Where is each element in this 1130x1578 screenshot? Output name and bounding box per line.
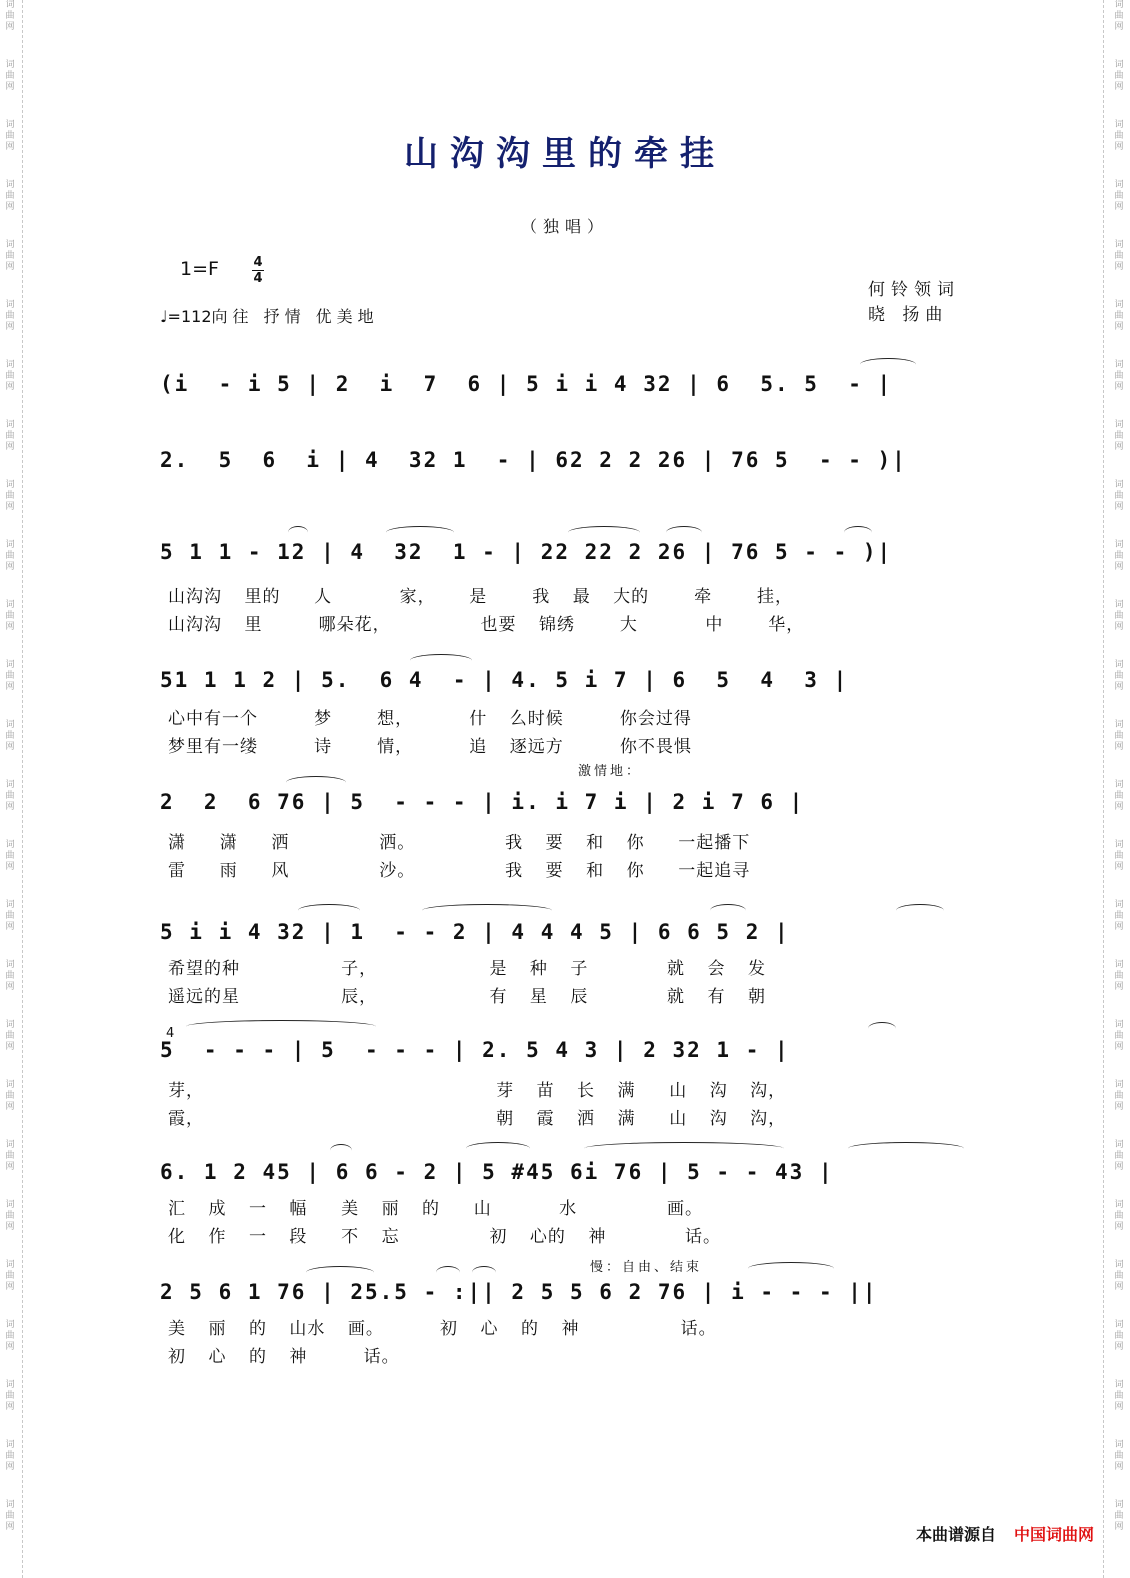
lyrics-verse-1: 心中有一个 梦 想， 什 么时候 你会过得	[168, 709, 692, 729]
watermark-text: 词曲网	[5, 720, 15, 752]
notation-line: 5 1 1 - 12 | 4 32 1 - | 22 22 2 26 | 76 5 - - )|	[160, 540, 893, 564]
slur	[896, 904, 944, 917]
watermark-text: 词曲网	[5, 660, 15, 692]
watermark-text: 词曲网	[5, 1140, 15, 1172]
watermark-text: 词曲网	[5, 1260, 15, 1292]
slur	[584, 1142, 784, 1155]
notation-line: (i - i 5 | 2 i 7 6 | 5 i i 4 32 | 6 5. 5 - |	[160, 372, 893, 396]
watermark-text: 词曲网	[1114, 1380, 1124, 1412]
source-label: 本曲谱源自	[915, 1525, 996, 1544]
watermark-text: 词曲网	[1114, 840, 1124, 872]
watermark-text: 词曲网	[1114, 900, 1124, 932]
watermark-text: 词曲网	[1114, 1320, 1124, 1352]
slur	[568, 526, 640, 539]
slur	[386, 526, 454, 539]
score-system	[160, 790, 992, 890]
slur	[330, 1144, 352, 1157]
time-signature	[252, 256, 264, 285]
watermark-text: 词曲网	[1114, 960, 1124, 992]
slur	[848, 1142, 964, 1155]
slur	[844, 526, 872, 539]
source-footer	[916, 1522, 1094, 1545]
watermark-text: 词曲网	[5, 1080, 15, 1112]
lyrics-verse-1: 山沟沟 里的 人 家， 是 我 最 大的 牵 挂，	[168, 587, 794, 607]
tempo-expression: 向往 抒情 优美地	[211, 307, 379, 326]
tempo-bpm: ♩=112	[160, 307, 212, 326]
score-system	[160, 1260, 992, 1380]
expression-mark: 慢：自由、结束	[590, 1260, 703, 1275]
slur	[306, 1266, 374, 1279]
lyrics-verse-1: 芽， 芽 苗 长 满 山 沟 沟，	[168, 1081, 787, 1101]
slur	[466, 1142, 530, 1155]
lyrics-verse-1: 汇 成 一 幅 美 丽 的 山 水 画。	[168, 1199, 704, 1219]
watermark-text: 词曲网	[5, 240, 15, 272]
song-title: 山沟沟里的牵挂	[404, 134, 726, 174]
watermark-text: 词曲网	[5, 480, 15, 512]
lyrics-verse-1: 美 丽 的 山水 画。 初 心 的 神 话。	[168, 1319, 717, 1339]
time-signature-top: 4	[253, 255, 263, 270]
watermark-text: 词曲网	[5, 1320, 15, 1352]
watermark-text: 词曲网	[1114, 60, 1124, 92]
watermark-text: 词曲网	[1114, 780, 1124, 812]
slur	[410, 654, 472, 667]
watermark-text: 词曲网	[5, 840, 15, 872]
lyrics-verse-2: 遥远的星 辰， 有 星 辰 就 有 朝	[168, 987, 766, 1007]
watermark-text: 词曲网	[5, 1380, 15, 1412]
watermark-text: 词曲网	[5, 1020, 15, 1052]
watermark-text: 词曲网	[1114, 540, 1124, 572]
watermark-text: 词曲网	[5, 900, 15, 932]
score-system	[160, 448, 992, 508]
credits	[868, 278, 960, 328]
watermark-text: 词曲网	[1114, 480, 1124, 512]
lyrics-verse-1: 潇 潇 洒 洒。 我 要 和 你 一起播下	[168, 833, 751, 853]
score-system	[160, 540, 992, 640]
notation-line: 51 1 1 2 | 5. 6 4 - | 4. 5 i 7 | 6 5 4 3 |	[160, 668, 849, 692]
composer-credit: 晓 扬曲	[868, 305, 949, 325]
expression-mark: 激情地：	[578, 764, 643, 779]
watermark-text: 词曲网	[5, 1500, 15, 1532]
watermark-text: 词曲网	[5, 780, 15, 812]
watermark-text: 词曲网	[1114, 360, 1124, 392]
slur	[298, 904, 360, 917]
watermark-text: 词曲网	[5, 1200, 15, 1232]
score-system	[160, 920, 992, 1020]
lyrics-verse-2: 霞， 朝 霞 洒 满 山 沟 沟，	[168, 1109, 787, 1129]
notation-line: 2 5 6 1 76 | 25.5 - :|| 2 5 5 6 2 76 | i - - - ||	[160, 1280, 878, 1304]
watermark-text: 词曲网	[1114, 720, 1124, 752]
score-system	[160, 1160, 992, 1260]
slur	[186, 1020, 376, 1033]
watermark-text: 词曲网	[5, 540, 15, 572]
slur	[422, 904, 552, 917]
score-system	[160, 1026, 992, 1138]
watermark-text: 词曲网	[1114, 420, 1124, 452]
watermark-text: 词曲网	[5, 120, 15, 152]
watermark-text: 词曲网	[5, 300, 15, 332]
watermark-text: 词曲网	[1114, 600, 1124, 632]
watermark-text: 词曲网	[1114, 180, 1124, 212]
watermark-text: 词曲网	[5, 600, 15, 632]
time-signature-bottom: 4	[253, 271, 263, 286]
watermark-text: 词曲网	[1114, 1140, 1124, 1172]
slur	[436, 1266, 460, 1279]
key-signature: 1=F	[180, 258, 219, 280]
lyrics-verse-2: 山沟沟 里 哪朵花， 也要 锦绣 大 中 华，	[168, 615, 805, 635]
slur	[286, 776, 346, 789]
score-system	[160, 372, 992, 432]
watermark-text: 词曲网	[1114, 1080, 1124, 1112]
watermark-text: 词曲网	[1114, 240, 1124, 272]
slur	[472, 1266, 496, 1279]
source-site-link[interactable]: 中国词曲网	[1013, 1525, 1094, 1544]
subtitle: （独唱）	[520, 217, 609, 236]
score-system	[160, 668, 992, 779]
watermark-text: 词曲网	[5, 960, 15, 992]
lyrics-verse-2: 初 心 的 神 话。	[168, 1347, 400, 1367]
watermark-text: 词曲网	[1114, 0, 1124, 32]
breath-mark: 4	[166, 1026, 178, 1041]
slur	[288, 526, 308, 539]
slur	[868, 1022, 896, 1035]
slur	[710, 904, 746, 917]
watermark-text: 词曲网	[1114, 1260, 1124, 1292]
notation-line: 5 - - - | 5 - - - | 2. 5 4 3 | 2 32 1 - |	[160, 1038, 790, 1062]
watermark-text: 词曲网	[1114, 300, 1124, 332]
watermark-text: 词曲网	[5, 1440, 15, 1472]
lyrics-verse-2: 雷 雨 风 沙。 我 要 和 你 一起追寻	[168, 861, 751, 881]
lyrics-verse-2: 梦里有一缕 诗 情， 追 逐远方 你不畏惧	[168, 737, 692, 757]
tempo-marking	[160, 304, 379, 327]
slur	[860, 358, 916, 371]
slur	[748, 1262, 834, 1275]
watermark-text: 词曲网	[1114, 660, 1124, 692]
lyrics-verse-2: 化 作 一 段 不 忘 初 心的 神 话。	[168, 1227, 722, 1247]
watermark-text: 词曲网	[1114, 120, 1124, 152]
watermark-text: 词曲网	[1114, 1020, 1124, 1052]
notation-line: 6. 1 2 45 | 6 6 - 2 | 5 #45 6i 76 | 5 - - 43 |	[160, 1160, 834, 1184]
watermark-text: 词曲网	[1114, 1500, 1124, 1532]
slur	[666, 526, 702, 539]
watermark-text: 词曲网	[1114, 1200, 1124, 1232]
watermark-text: 词曲网	[5, 420, 15, 452]
watermark-text: 词曲网	[5, 180, 15, 212]
lyrics-verse-1: 希望的种 子， 是 种 子 就 会 发	[168, 959, 766, 979]
watermark-text: 词曲网	[5, 360, 15, 392]
notation-line: 2 2 6 76 | 5 - - - | i. i 7 i | 2 i 7 6 |	[160, 790, 805, 814]
watermark-text: 词曲网	[1114, 1440, 1124, 1472]
lyricist-credit: 何铃领词	[868, 280, 960, 300]
notation-line: 2. 5 6 i | 4 32 1 - | 62 2 2 26 | 76 5 - - )|	[160, 448, 907, 472]
watermark-text: 词曲网	[5, 0, 15, 32]
watermark-text: 词曲网	[5, 60, 15, 92]
notation-line: 5 i i 4 32 | 1 - - 2 | 4 4 4 5 | 6 6 5 2 |	[160, 920, 790, 944]
